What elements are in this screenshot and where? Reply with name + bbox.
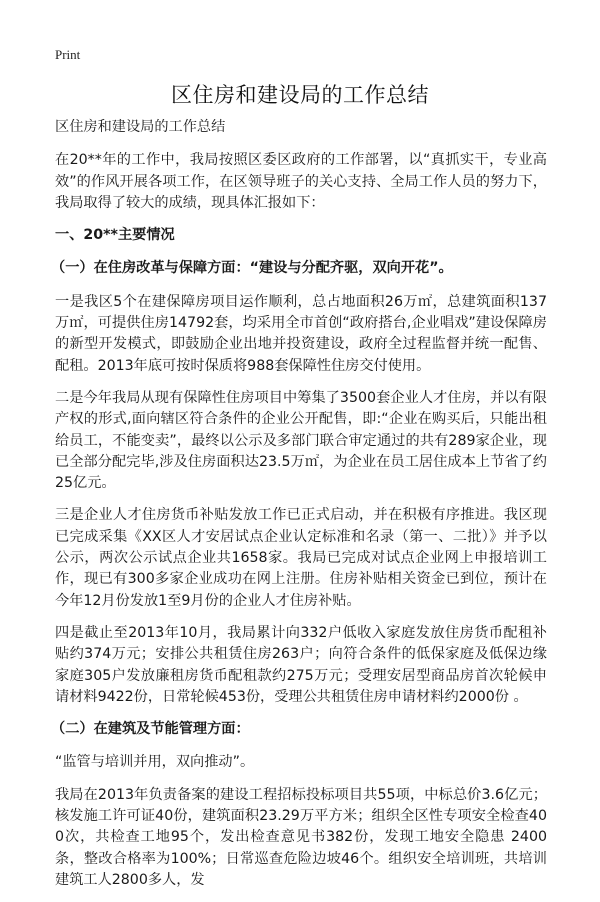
- section-heading-main-situation: 一、20**主要情况: [55, 227, 175, 244]
- subsection-heading-construction: （二）在建筑及节能管理方面：: [51, 721, 250, 738]
- subsection-slogan: “监管与培训并用，双向推动”。: [55, 754, 255, 771]
- subsection-heading-housing-reform: （一）在住房改革与保障方面：“建设与分配齐驱，双向开花”。: [51, 260, 453, 277]
- intro-paragraph: 在20**年的工作中，我局按照区委区政府的工作部署，以“真抓实干，专业高效”的作风开展各项工作，在区领导班子的关心支持、全局工作人员的努力下，我局取得了较大的成绩，现具体汇报如下：: [55, 152, 547, 211]
- paragraph-item-3: 三是企业人才住房货币补贴发放工作已正式启动，并在积极有序推进。我区现已完成采集《XX区人才安居试点企业认定标准和名录（第一、二批）》并予以公示，两次公示试点企业共1658家。我局已完成对试点企业网上申报培训工作，现已有300多家企业成功在网上注册。住房补贴相关资金已到位，预计在今年12月份发放1至9月份的企业人才住房补贴。: [55, 507, 547, 609]
- paragraph-item-4: 四是截止至2013年10月，我局累计向332户低收入家庭发放住房货币配租补贴约374万元；安排公共租赁住房263户；向符合条件的低保家庭及低保边缘家庭305户发放廉租房货币配租款约275万元；受理安居型商品房首次轮候申请材料9422份，日常轮候453份，受理公共租赁住房申请材料约2000份 。: [55, 624, 547, 705]
- print-link[interactable]: Print: [55, 47, 81, 62]
- document-body: [51, 117, 547, 902]
- paragraph-construction: 我局在2013年负责备案的建设工程招标投标项目共55项，中标总价3.6亿元；核发施工许可证40份，建筑面积23.29万平方米；组织全区性专项安全检查400次，共检查工地95个，发出检查意见书382份，发现工地安全隐患 2400条，整改合格率为100%；日常巡查危险边坡46个。组织安全培训班，共培训建筑工人2800多人，发: [55, 786, 547, 888]
- paragraph-item-2: 二是今年我局从现有保障性住房项目中筹集了3500套企业人才住房，并以有限产权的形式,面向辖区符合条件的企业公开配售，即:“企业在购买后，只能出租给员工，不能变卖”，最终以公示及多部门联合审定通过的共有289家企业，现已全部分配完毕,涉及住房面积达23.5万㎡，为企业在员工居住成本上节省了约25亿元。: [55, 389, 547, 492]
- document-subtitle: 区住房和建设局的工作总结: [55, 119, 226, 135]
- paragraph-item-1: 一是我区5个在建保障房项目运作顺利，总占地面积26万㎡，总建筑面积137万㎡，可提供住房14792套，均采用全市首创“政府搭台,企业唱戏”建设保障房的新型开发模式，即鼓励企业出地并投资建设，政府全过程监督并统一配售、配租。2013年底可按时保质将988套保障性住房交付使用。: [55, 293, 547, 374]
- document-title: 区住房和建设局的工作总结: [171, 83, 429, 107]
